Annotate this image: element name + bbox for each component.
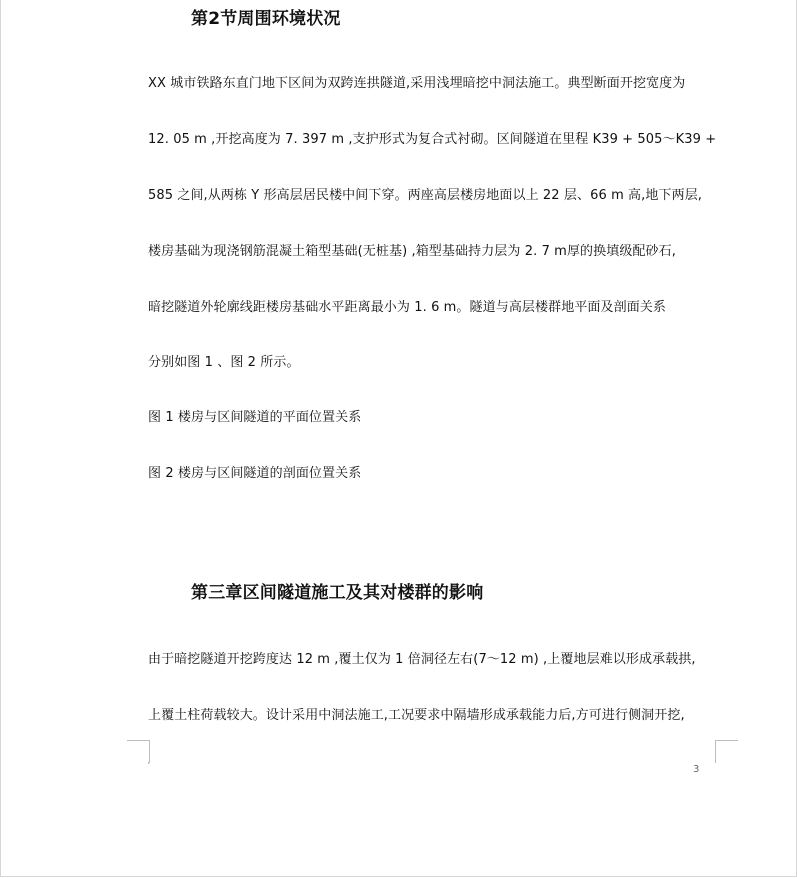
chapter-heading: 第三章区间隧道施工及其对楼群的影响 xyxy=(191,583,484,603)
paragraph-line: 暗挖隧道外轮廓线距楼房基础水平距离最小为 1. 6 m。隧道与高层楼群地平面及剖面关系 xyxy=(148,300,667,315)
margin-corner-stem xyxy=(148,762,149,764)
paragraph-line: 楼房基础为现浇钢筋混凝土箱型基础(无桩基) ,箱型基础持力层为 2. 7 m厚的换填级配砂石, xyxy=(148,244,676,259)
margin-corner-mark-left xyxy=(127,740,150,763)
section-heading: 第2节周围环境状况 xyxy=(191,9,341,29)
figure-caption-1: 图 1 楼房与区间隧道的平面位置关系 xyxy=(148,410,362,425)
figure-caption-2: 图 2 楼房与区间隧道的剖面位置关系 xyxy=(148,466,362,481)
paragraph-line: XX 城市铁路东直门地下区间为双跨连拱隧道,采用浅埋暗挖中洞法施工。典型断面开挖宽度为 xyxy=(148,76,686,91)
margin-corner-mark-right xyxy=(715,740,738,763)
paragraph-line: 12. 05 m ,开挖高度为 7. 397 m ,支护形式为复合式衬砌。区间隧道在里程 K39 + 505～K39 + xyxy=(148,132,717,147)
paragraph-line: 585 之间,从两栋 Y 形高层居民楼中间下穿。两座高层楼房地面以上 22 层、66 m 高,地下两层, xyxy=(148,188,703,203)
page-number: 3 xyxy=(693,764,700,775)
paragraph-line: 上覆土柱荷载较大。设计采用中洞法施工,工况要求中隔墙形成承载能力后,方可进行侧洞开挖, xyxy=(148,708,685,723)
paragraph-line: 分别如图 1 、图 2 所示。 xyxy=(148,355,300,370)
paragraph-line: 由于暗挖隧道开挖跨度达 12 m ,覆土仅为 1 倍洞径左右(7～12 m) ,上覆地层难以形成承载拱, xyxy=(148,652,696,667)
